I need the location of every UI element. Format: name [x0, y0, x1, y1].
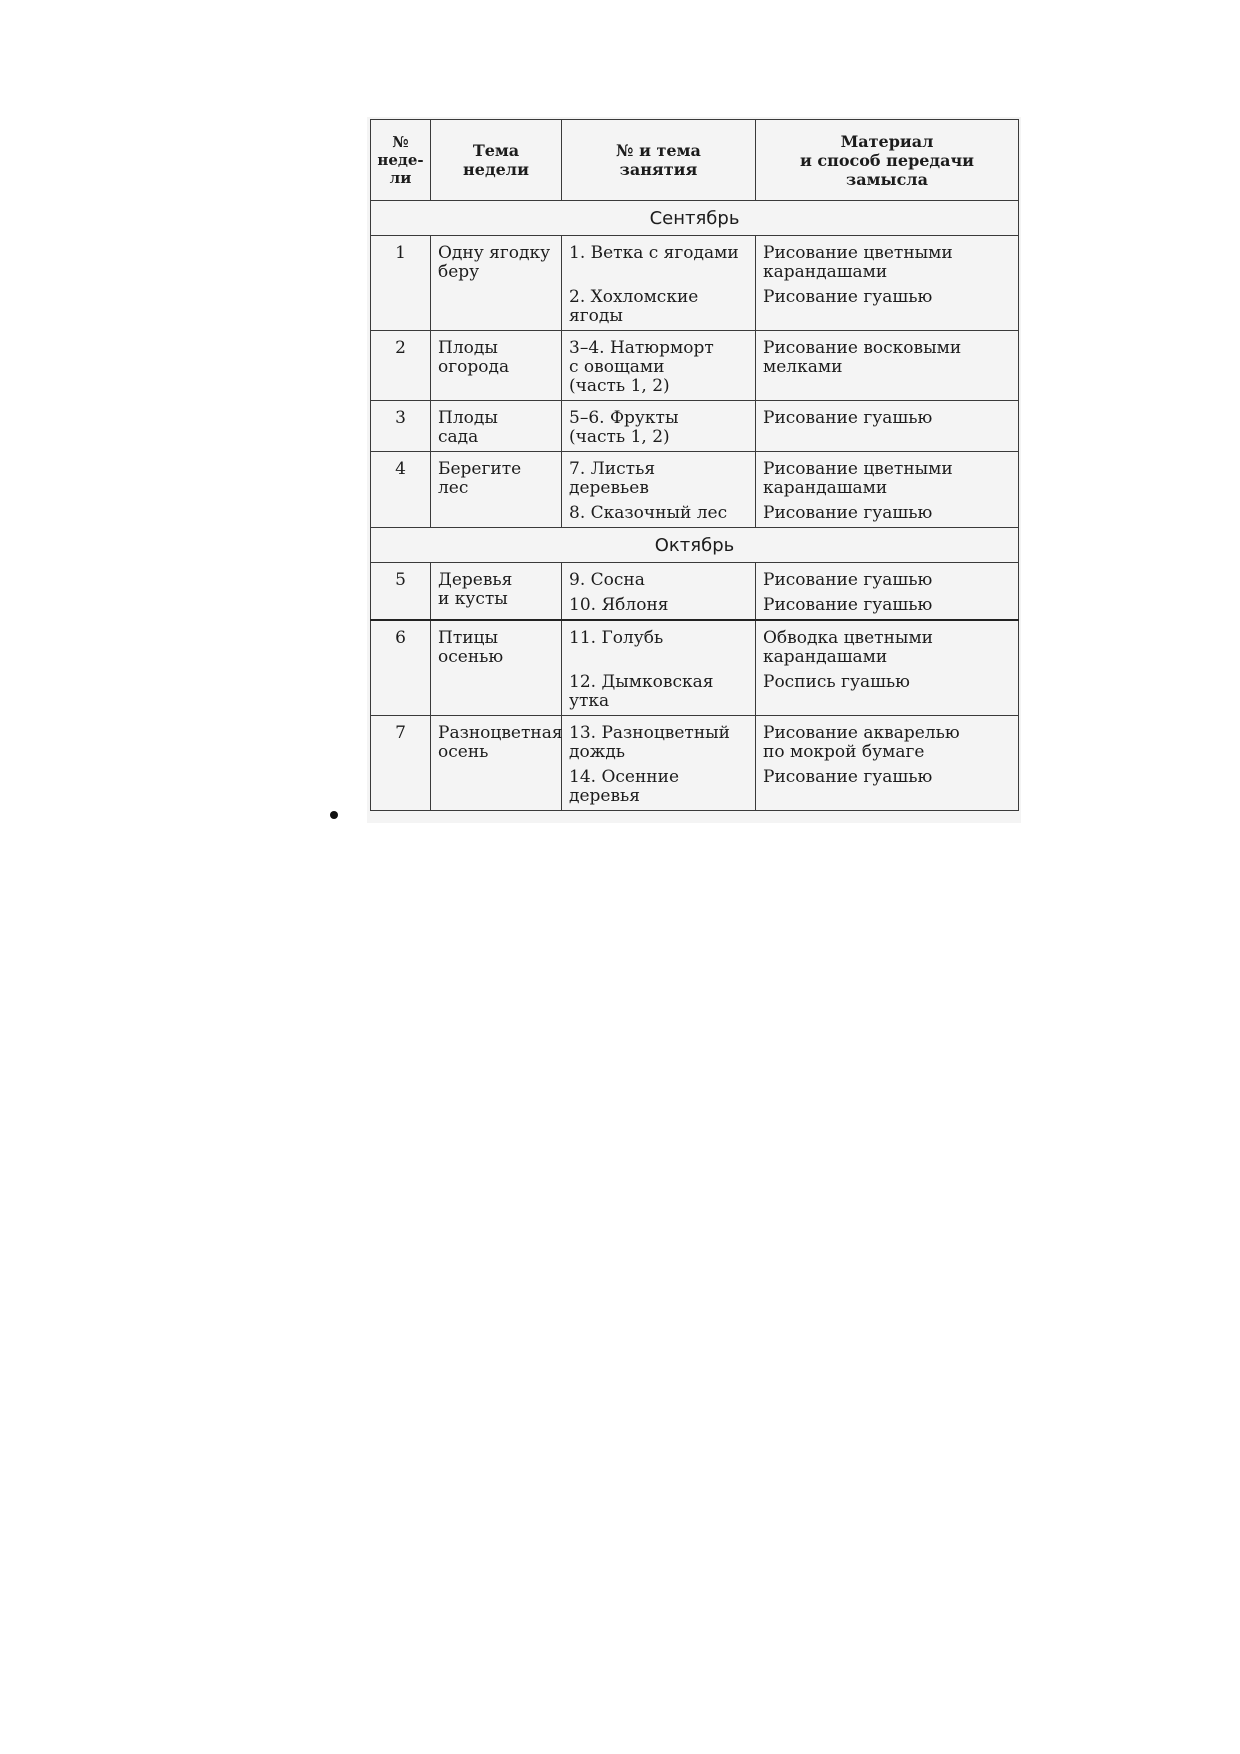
header-material: Материал и способ передачи замысла	[756, 120, 1019, 201]
material-cell	[756, 716, 1019, 811]
material-text: Роспись гуашью	[763, 672, 910, 692]
lesson-title: 11. Голубь	[569, 628, 664, 648]
lesson-title: 10. Яблоня	[569, 595, 669, 615]
table-row	[371, 716, 1019, 811]
header-week-theme: Тема недели	[431, 120, 562, 201]
week-number: 7	[371, 716, 431, 811]
week-theme: Плоды сада	[431, 401, 562, 452]
table-row	[371, 620, 1019, 716]
month-row	[371, 201, 1019, 236]
lesson-title: 13. Разноцветный дождь	[569, 723, 731, 762]
table-header-row	[371, 120, 1019, 201]
material-cell	[756, 236, 1019, 331]
material-cell	[756, 563, 1019, 621]
lesson-cell	[562, 401, 756, 452]
week-theme: Одну ягодку беру	[431, 236, 562, 331]
lesson-plan-table	[370, 119, 1019, 811]
material-text: Обводка цветными карандашами	[763, 628, 933, 667]
lesson-cell	[562, 563, 756, 621]
lesson-cell	[562, 620, 756, 716]
table-row	[371, 331, 1019, 401]
lesson-title: 2. Хохломские ягоды	[569, 287, 699, 326]
material-cell	[756, 620, 1019, 716]
material-cell	[756, 452, 1019, 528]
material-text: Рисование восковыми мелками	[763, 338, 962, 377]
material-text: Рисование гуашью	[763, 503, 933, 523]
week-theme: Птицы осенью	[431, 620, 562, 716]
material-text: Рисование гуашью	[763, 408, 933, 428]
week-theme: Разноцветная осень	[431, 716, 562, 811]
material-text: Рисование цветными карандашами	[763, 243, 953, 282]
lesson-cell	[562, 452, 756, 528]
table-row	[371, 401, 1019, 452]
week-theme: Плоды огорода	[431, 331, 562, 401]
lesson-title: 3–4. Натюрморт с овощами (часть 1, 2)	[569, 338, 714, 396]
lesson-title: 7. Листья деревьев	[569, 459, 656, 498]
month-row	[371, 528, 1019, 563]
material-cell	[756, 331, 1019, 401]
lesson-title: 8. Сказочный лес	[569, 503, 728, 523]
material-text: Рисование гуашью	[763, 595, 933, 615]
material-text: Рисование цветными карандашами	[763, 459, 953, 498]
week-theme: Деревья и кусты	[431, 563, 562, 621]
lesson-cell	[562, 236, 756, 331]
lesson-title: 12. Дымковская утка	[569, 672, 714, 711]
week-number: 2	[371, 331, 431, 401]
month-label: Сентябрь	[371, 201, 1019, 236]
month-label: Октябрь	[371, 528, 1019, 563]
week-number: 3	[371, 401, 431, 452]
lesson-cell	[562, 716, 756, 811]
week-number: 4	[371, 452, 431, 528]
material-text: Рисование гуашью	[763, 287, 933, 307]
material-text: Рисование гуашью	[763, 767, 933, 787]
lesson-title: 14. Осенние деревья	[569, 767, 680, 806]
table-row	[371, 452, 1019, 528]
lesson-title: 9. Сосна	[569, 570, 645, 590]
week-number: 5	[371, 563, 431, 621]
table-row	[371, 236, 1019, 331]
week-number: 6	[371, 620, 431, 716]
week-number: 1	[371, 236, 431, 331]
table-row	[371, 563, 1019, 621]
lesson-cell	[562, 331, 756, 401]
lesson-title: 1. Ветка с ягодами	[569, 243, 739, 263]
material-text: Рисование акварелью по мокрой бумаге	[763, 723, 960, 762]
header-week-number: № неде- ли	[371, 120, 431, 201]
material-text: Рисование гуашью	[763, 570, 933, 590]
header-lesson: № и тема занятия	[562, 120, 756, 201]
material-cell	[756, 401, 1019, 452]
list-bullet	[330, 811, 338, 819]
lesson-title: 5–6. Фрукты (часть 1, 2)	[569, 408, 679, 447]
week-theme: Берегите лес	[431, 452, 562, 528]
